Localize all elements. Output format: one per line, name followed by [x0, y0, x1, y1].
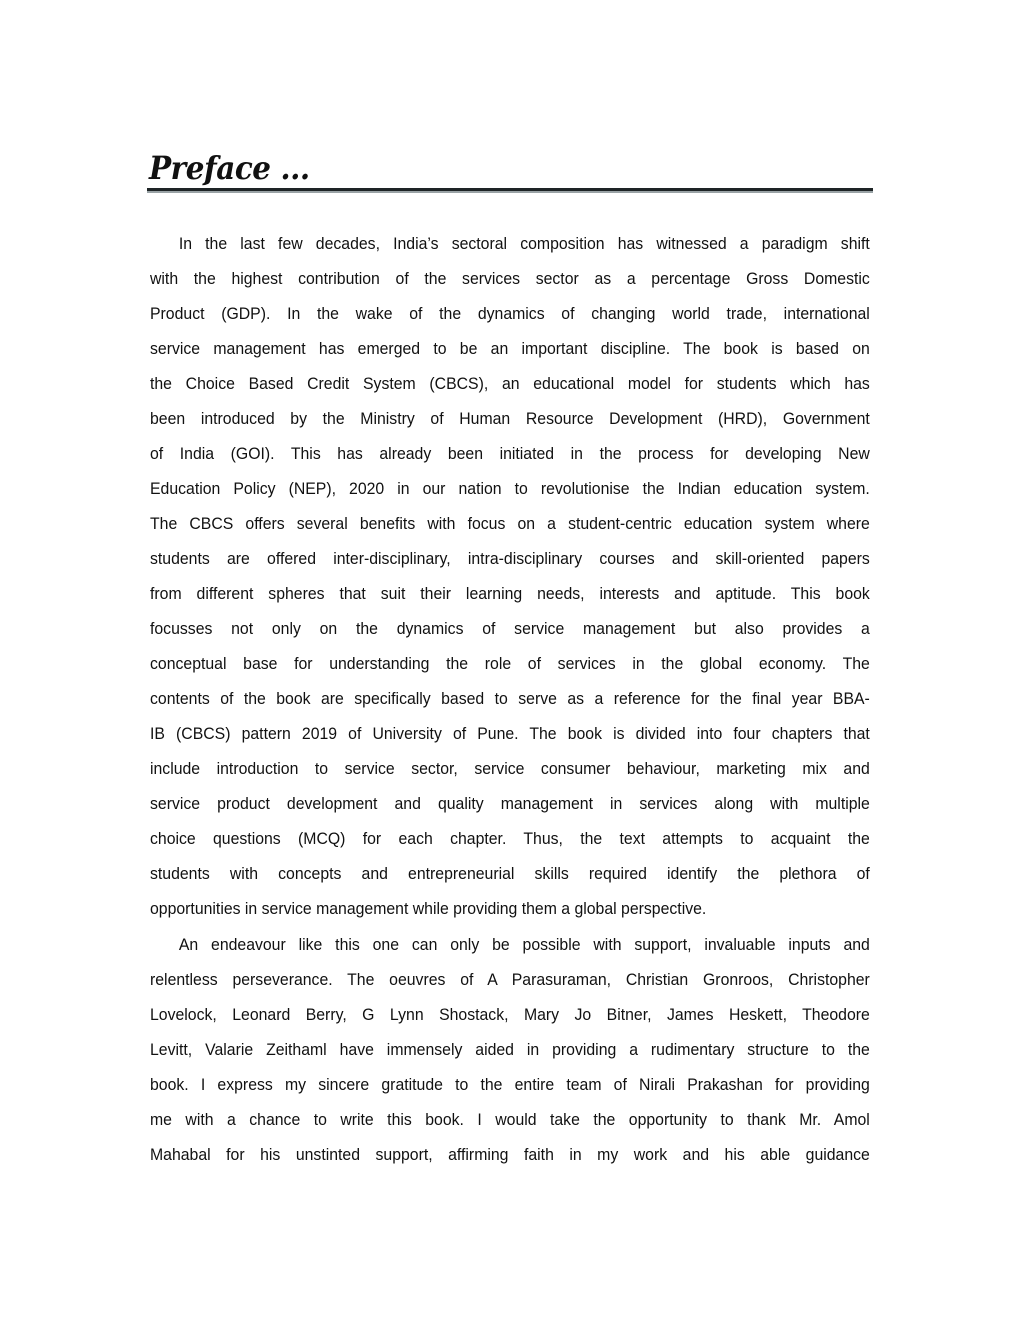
- text-line: choice questions (MCQ) for each chapter. Thus, the text attempts to acquaint the: [150, 829, 870, 848]
- text-line: The CBCS offers several benefits with focus on a student-centric education system where: [150, 514, 870, 533]
- text-line: of India (GOI). This has already been initiated in the process for developing New: [150, 444, 870, 463]
- text-line: service management has emerged to be an important discipline. The book is based on: [150, 339, 870, 358]
- text-line: relentless perseverance. The oeuvres of A Parasuraman, Christian Gronroos, Christopher: [150, 970, 870, 989]
- text-line: focusses not only on the dynamics of service management but also provides a: [150, 619, 870, 638]
- text-line: students with concepts and entrepreneurial skills required identify the plethora of: [150, 864, 870, 883]
- text-line: Levitt, Valarie Zeithaml have immensely aided in providing a rudimentary structure to the: [150, 1040, 870, 1059]
- text-line: Education Policy (NEP), 2020 in our nation to revolutionise the Indian education system.: [150, 479, 870, 498]
- text-line: In the last few decades, India’s sectoral composition has witnessed a paradigm shift: [178, 234, 870, 253]
- text-line: An endeavour like this one can only be possible with support, invaluable inputs and: [178, 935, 870, 954]
- text-line: with the highest contribution of the services sector as a percentage Gross Domestic: [150, 269, 870, 288]
- text-line: from different spheres that suit their learning needs, interests and aptitude. This book: [150, 584, 870, 603]
- text-line: include introduction to service sector, service consumer behaviour, marketing mix and: [150, 759, 870, 778]
- text-line: Product (GDP). In the wake of the dynamics of changing world trade, international: [150, 304, 870, 323]
- paragraph-1: [150, 226, 870, 926]
- text-line: contents of the book are specifically based to serve as a reference for the final year BBA-: [150, 689, 870, 708]
- text-line: been introduced by the Ministry of Human Resource Development (HRD), Government: [150, 409, 870, 428]
- text-line: conceptual base for understanding the role of services in the global economy. The: [150, 654, 870, 673]
- text-line: service product development and quality management in services along with multiple: [150, 794, 870, 813]
- paragraph-2: [150, 927, 870, 1172]
- page-title: Preface ...: [149, 149, 310, 187]
- text-line: students are offered inter-disciplinary, intra-disciplinary courses and skill-oriented papers: [150, 549, 870, 568]
- text-line: book. I express my sincere gratitude to the entire team of Nirali Prakashan for providing: [150, 1075, 870, 1094]
- text-line: the Choice Based Credit System (CBCS), an educational model for students which has: [150, 374, 870, 393]
- text-line: IB (CBCS) pattern 2019 of University of Pune. The book is divided into four chapters that: [150, 724, 870, 743]
- text-line: Lovelock, Leonard Berry, G Lynn Shostack, Mary Jo Bitner, James Heskett, Theodore: [150, 1005, 870, 1024]
- text-line: Mahabal for his unstinted support, affirming faith in my work and his able guidance: [150, 1145, 870, 1164]
- title-underline-shadow: [147, 191, 873, 193]
- text-line: opportunities in service management while providing them a global perspective.: [150, 899, 707, 918]
- preface-body: [150, 226, 870, 1172]
- text-line: me with a chance to write this book. I would take the opportunity to thank Mr. Amol: [150, 1110, 870, 1129]
